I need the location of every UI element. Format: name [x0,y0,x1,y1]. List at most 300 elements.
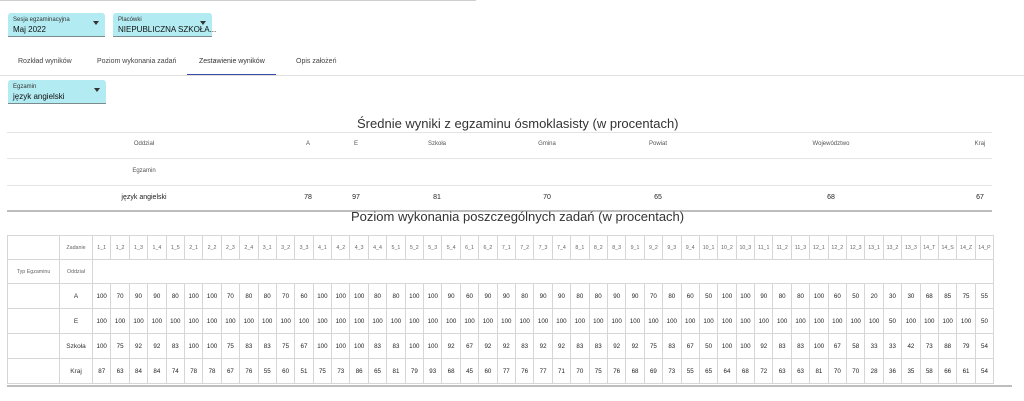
value-cell: 63 [773,359,791,384]
value-cell: 67 [828,334,846,359]
value-cell: 68 [736,359,754,384]
value-cell: 100 [387,309,405,334]
value-cell: 79 [405,359,423,384]
value-cell: 60 [479,359,497,384]
value-cell: 100 [902,309,920,334]
value-cell: 92 [497,334,515,359]
value-cell: 83 [166,334,184,359]
value-cell: 100 [405,309,423,334]
value-cell: 36 [883,359,901,384]
column-header: 2_3 [221,236,239,260]
tab-poziom-wykonania-zadan[interactable]: Poziom wykonania zadań [97,58,177,65]
column-header: 14_S [938,236,956,260]
column-header: 8_2 [589,236,607,260]
value-cell: 100 [221,309,239,334]
value-cell: 90 [552,284,570,309]
value-cell: 64 [718,359,736,384]
chevron-down-icon [94,88,100,92]
value-cell: 75 [111,334,129,359]
column-header: 7_3 [534,236,552,260]
tab-divider [0,75,1024,76]
session-select-value: Maj 2022 [13,25,46,34]
value-cell: 60 [295,284,313,309]
value-cell: 83 [663,334,681,359]
value-cell: 100 [313,309,331,334]
value-cell: 100 [626,309,644,334]
value-cell: 83 [773,334,791,359]
value-cell: 61 [957,359,975,384]
header-szkola: Szkoła [427,141,447,147]
column-header: 14_Z [957,236,975,260]
column-header: 9_2 [644,236,662,260]
column-header: 9_3 [663,236,681,260]
value-cell: 100 [938,309,956,334]
row-label: A [60,284,93,309]
value-cell: 90 [442,284,460,309]
value-cell: 55 [681,359,699,384]
value-cell: 75 [276,334,294,359]
value-cell: 92 [626,334,644,359]
value-cell: 100 [644,309,662,334]
value-cell: 50 [883,309,901,334]
summary-value-e: 97 [352,194,360,201]
column-header: 8_3 [607,236,625,260]
column-header: 10_2 [718,236,736,260]
value-cell: 55 [258,359,276,384]
value-cell: 100 [736,309,754,334]
column-header: 8_1 [571,236,589,260]
value-cell: 100 [847,309,865,334]
value-cell: 60 [460,284,478,309]
column-header: 3_1 [258,236,276,260]
tab-bar [0,52,1024,76]
column-header: 3_3 [295,236,313,260]
column-header: 6_2 [479,236,497,260]
value-cell: 71 [552,359,570,384]
value-cell: 51 [295,359,313,384]
row-type-cell [8,284,60,309]
value-cell: 65 [699,359,717,384]
value-cell: 50 [699,334,717,359]
value-cell: 100 [258,309,276,334]
value-cell: 80 [166,284,184,309]
value-cell: 33 [883,334,901,359]
value-cell: 68 [442,359,460,384]
summary-value-gmina: 70 [543,194,551,201]
value-cell: 33 [865,334,883,359]
value-cell: 100 [571,309,589,334]
header-oddzial: Oddział [60,260,93,284]
summary-value-szkola: 81 [433,194,441,201]
value-cell: 100 [203,334,221,359]
value-cell: 100 [276,309,294,334]
value-cell: 80 [368,284,386,309]
value-cell: 100 [93,309,111,334]
value-cell: 90 [534,284,552,309]
value-cell: 88 [938,334,956,359]
value-cell: 70 [276,284,294,309]
value-cell: 75 [589,359,607,384]
value-cell: 100 [111,309,129,334]
value-cell: 76 [240,359,258,384]
value-cell: 42 [902,334,920,359]
value-cell: 100 [203,284,221,309]
header-powiat: Powiat [648,141,668,147]
value-cell: 67 [221,359,239,384]
value-cell: 100 [736,334,754,359]
column-header: 12_1 [810,236,828,260]
value-cell: 81 [810,359,828,384]
value-cell: 100 [589,309,607,334]
value-cell: 100 [810,334,828,359]
value-cell: 60 [828,284,846,309]
value-cell: 100 [718,284,736,309]
exam-select-value: język angielski [13,92,65,101]
value-cell: 92 [552,334,570,359]
tab-rozklad-wynikow[interactable]: Rozkład wyników [18,58,72,65]
table-divider [7,158,992,159]
value-cell: 100 [424,309,442,334]
value-cell: 100 [405,334,423,359]
value-cell: 73 [920,334,938,359]
value-cell: 80 [387,284,405,309]
value-cell: 100 [129,309,147,334]
column-header: 4_3 [350,236,368,260]
column-header: 7_2 [515,236,533,260]
value-cell: 75 [957,284,975,309]
summary-title: Średnie wyniki z egzaminu ósmoklasisty (w procentach) [357,116,679,131]
column-header: 7_1 [497,236,515,260]
value-cell: 76 [515,359,533,384]
column-header: 4_1 [313,236,331,260]
session-select-label: Sesja egzaminacyjna [13,17,70,23]
value-cell: 78 [184,359,202,384]
summary-value-powiat: 65 [654,194,662,201]
column-header: 3_2 [276,236,294,260]
value-cell: 73 [663,359,681,384]
value-cell: 83 [515,334,533,359]
value-cell: 77 [497,359,515,384]
value-cell: 100 [424,334,442,359]
value-cell: 70 [644,284,662,309]
value-cell: 84 [129,359,147,384]
value-cell: 85 [938,284,956,309]
value-cell: 100 [184,334,202,359]
top-divider [0,0,476,1]
value-cell: 63 [791,359,809,384]
summary-table [7,132,992,212]
institution-select-value: NIEPUBLICZNA SZKOŁA... [118,25,217,34]
value-cell: 100 [865,309,883,334]
value-cell: 83 [571,334,589,359]
value-cell: 100 [920,309,938,334]
value-cell: 100 [442,309,460,334]
value-cell: 58 [847,334,865,359]
value-cell: 92 [148,334,166,359]
value-cell: 83 [589,334,607,359]
value-cell: 83 [387,334,405,359]
value-cell: 75 [644,334,662,359]
row-type-cell [8,359,60,384]
value-cell: 100 [479,309,497,334]
value-cell: 90 [607,284,625,309]
tasks-table [7,235,994,384]
header-zadanie: Zadanie [60,236,93,260]
value-cell: 90 [129,284,147,309]
value-cell: 100 [332,334,350,359]
column-header: 6_1 [460,236,478,260]
tasks-table-container [7,235,1012,385]
column-header: 13_1 [865,236,883,260]
value-cell: 100 [497,309,515,334]
column-header: 1_4 [148,236,166,260]
table-subheader-row [8,260,994,284]
tasks-title: Poziom wykonania poszczególnych zadań (w procentach) [351,209,685,224]
value-cell: 60 [276,359,294,384]
header-gmina: Gmina [538,141,556,147]
value-cell: 92 [755,334,773,359]
value-cell: 70 [847,359,865,384]
value-cell: 92 [534,334,552,359]
value-cell: 90 [626,284,644,309]
value-cell: 93 [424,359,442,384]
value-cell: 100 [295,309,313,334]
value-cell: 73 [332,359,350,384]
value-cell: 100 [681,309,699,334]
value-cell: 78 [203,359,221,384]
row-label: Kraj [60,359,93,384]
value-cell: 68 [920,284,938,309]
value-cell: 100 [166,309,184,334]
value-cell: 80 [773,284,791,309]
header-typ-egzaminu: Typ Egzaminu [8,260,60,284]
value-cell: 83 [368,334,386,359]
column-header: 10_3 [736,236,754,260]
value-cell: 100 [718,309,736,334]
value-cell: 54 [975,359,993,384]
summary-row-name: język angielski [121,194,167,201]
column-header: 5_3 [424,236,442,260]
table-row [8,284,994,309]
value-cell: 100 [148,309,166,334]
value-cell: 65 [368,359,386,384]
value-cell: 100 [736,284,754,309]
exam-select-label: Egzamin [13,84,37,90]
blank-cell [93,260,994,284]
value-cell: 79 [957,334,975,359]
value-cell: 100 [203,309,221,334]
value-cell: 70 [221,284,239,309]
column-header: 4_4 [368,236,386,260]
summary-value-wojewodztwo: 68 [827,194,835,201]
value-cell: 69 [644,359,662,384]
value-cell: 30 [902,284,920,309]
header-wojewodztwo: Województwo [812,141,850,147]
value-cell: 100 [332,284,350,309]
column-header: 11_3 [791,236,809,260]
column-header: 5_2 [405,236,423,260]
value-cell: 100 [718,334,736,359]
value-cell: 80 [589,284,607,309]
value-cell: 67 [460,334,478,359]
value-cell: 74 [166,359,184,384]
value-cell: 80 [663,284,681,309]
value-cell: 100 [350,284,368,309]
summary-value-kraj: 67 [976,194,984,201]
value-cell: 100 [773,309,791,334]
value-cell: 92 [607,334,625,359]
value-cell: 100 [184,284,202,309]
value-cell: 80 [571,284,589,309]
value-cell: 87 [93,359,111,384]
value-cell: 80 [240,284,258,309]
column-header: 1_3 [129,236,147,260]
egzamin-label: Egzamin [132,168,156,174]
value-cell: 70 [111,284,129,309]
value-cell: 100 [93,284,111,309]
tab-zestawienie-wynikow[interactable]: Zestawienie wyników [199,58,265,65]
value-cell: 100 [424,284,442,309]
table-divider [7,185,992,186]
column-header: 2_4 [240,236,258,260]
column-header: 9_1 [626,236,644,260]
exam-select[interactable] [8,80,106,104]
institution-select-label: Placówki [118,17,142,23]
value-cell: 100 [791,309,809,334]
value-cell: 100 [240,309,258,334]
column-header: 12_2 [828,236,846,260]
value-cell: 100 [515,309,533,334]
value-cell: 100 [607,309,625,334]
value-cell: 77 [534,359,552,384]
column-header: 14_T [920,236,938,260]
value-cell: 50 [699,284,717,309]
value-cell: 81 [387,359,405,384]
column-header: 13_2 [883,236,901,260]
institution-select[interactable] [113,13,217,37]
value-cell: 67 [295,334,313,359]
header-e: E [353,141,359,147]
value-cell: 35 [902,359,920,384]
header-a: A [305,141,311,147]
value-cell: 100 [313,334,331,359]
value-cell: 80 [515,284,533,309]
value-cell: 75 [221,334,239,359]
value-cell: 100 [93,334,111,359]
value-cell: 90 [148,284,166,309]
row-type-cell [8,309,60,334]
tab-opis-zalozen[interactable]: Opis założeń [296,58,337,65]
value-cell: 68 [626,359,644,384]
column-header: 1_1 [93,236,111,260]
column-header: 4_2 [332,236,350,260]
row-label: E [60,309,93,334]
table-row [8,359,994,384]
column-header: 12_3 [847,236,865,260]
value-cell: 45 [460,359,478,384]
column-header: 11_2 [773,236,791,260]
table-row [8,334,994,359]
session-select[interactable] [8,13,105,37]
value-cell: 50 [975,309,993,334]
value-cell: 100 [663,309,681,334]
value-cell: 90 [479,284,497,309]
value-cell: 100 [699,309,717,334]
corner-cell [8,236,60,260]
value-cell: 63 [111,359,129,384]
table-divider [7,132,992,133]
value-cell: 90 [497,284,515,309]
value-cell: 100 [552,309,570,334]
column-header: 13_3 [902,236,920,260]
column-header: 1_2 [111,236,129,260]
table-bottom-shadow [7,385,1012,387]
value-cell: 100 [405,284,423,309]
value-cell: 92 [442,334,460,359]
value-cell: 20 [865,284,883,309]
value-cell: 50 [847,284,865,309]
row-label: Szkoła [60,334,93,359]
header-kraj: Kraj [974,141,986,147]
value-cell: 86 [350,359,368,384]
value-cell: 100 [810,284,828,309]
value-cell: 70 [828,359,846,384]
table-header-row [8,236,994,260]
value-cell: 92 [479,334,497,359]
value-cell: 84 [148,359,166,384]
row-type-cell [8,334,60,359]
value-cell: 70 [571,359,589,384]
value-cell: 100 [828,309,846,334]
chevron-down-icon [93,21,99,25]
value-cell: 80 [258,284,276,309]
value-cell: 54 [975,334,993,359]
value-cell: 72 [755,359,773,384]
column-header: 5_4 [442,236,460,260]
value-cell: 100 [332,309,350,334]
column-header: 9_4 [681,236,699,260]
value-cell: 75 [313,359,331,384]
value-cell: 100 [755,309,773,334]
table-row [8,309,994,334]
column-header: 14_P [975,236,993,260]
value-cell: 100 [350,309,368,334]
value-cell: 100 [534,309,552,334]
column-header: 2_1 [184,236,202,260]
value-cell: 90 [755,284,773,309]
value-cell: 55 [975,284,993,309]
value-cell: 100 [810,309,828,334]
value-cell: 92 [129,334,147,359]
column-header: 2_2 [203,236,221,260]
value-cell: 100 [350,334,368,359]
summary-value-a: 78 [304,194,312,201]
value-cell: 100 [957,309,975,334]
value-cell: 80 [791,284,809,309]
value-cell: 83 [258,334,276,359]
column-header: 11_1 [755,236,773,260]
column-header: 1_5 [166,236,184,260]
column-header: 5_1 [387,236,405,260]
value-cell: 100 [368,309,386,334]
value-cell: 100 [184,309,202,334]
value-cell: 76 [607,359,625,384]
header-oddzial: Oddział [133,141,155,147]
value-cell: 60 [681,284,699,309]
value-cell: 100 [313,284,331,309]
value-cell: 100 [460,309,478,334]
value-cell: 28 [865,359,883,384]
